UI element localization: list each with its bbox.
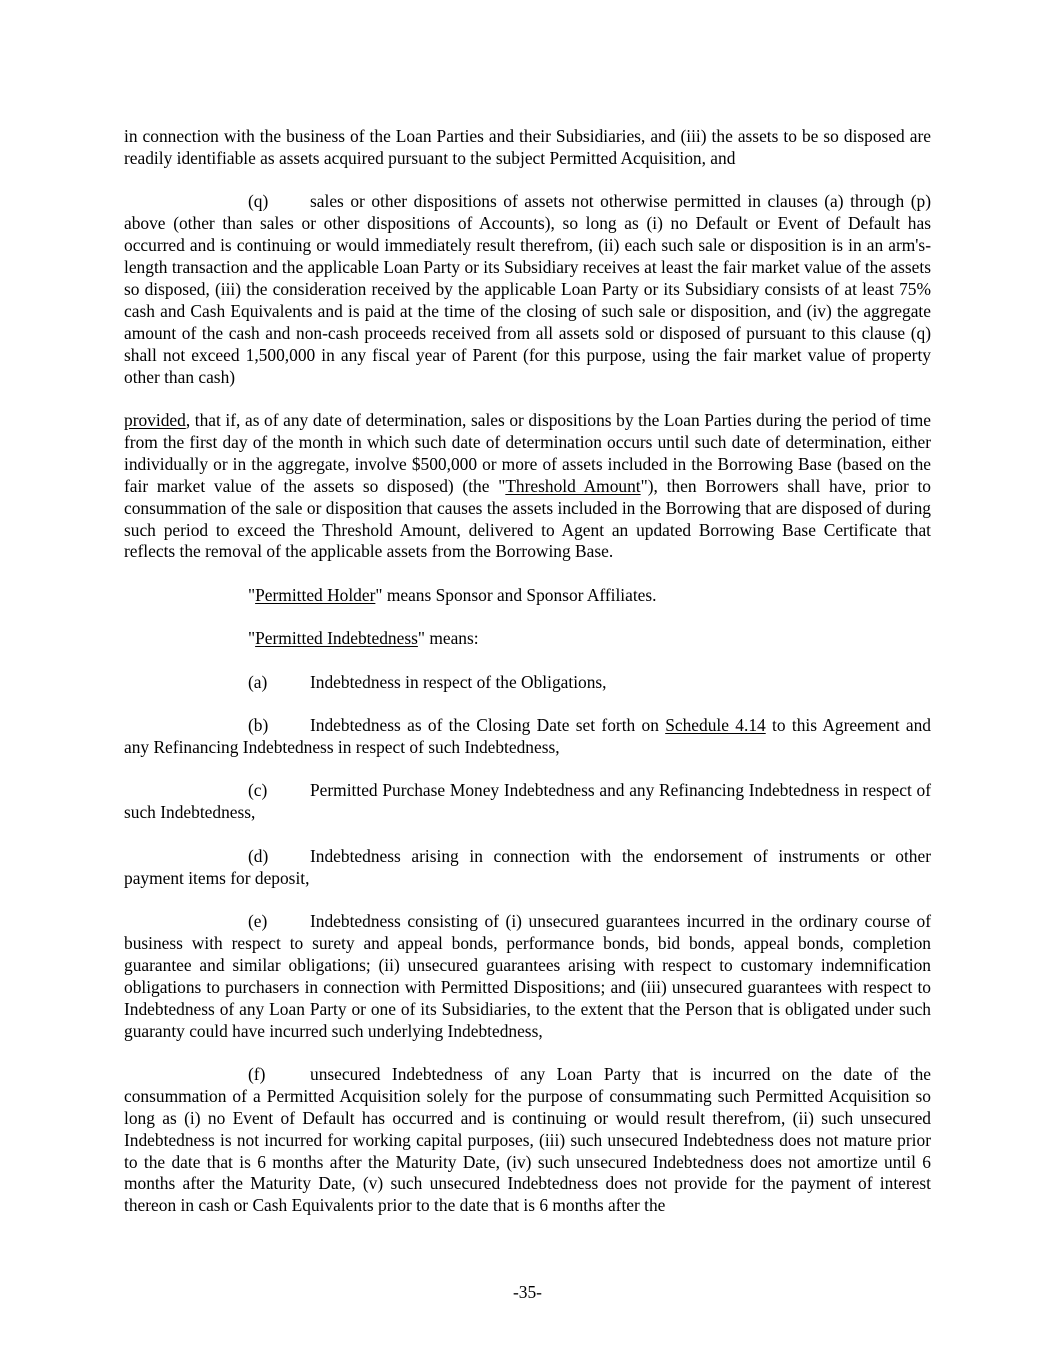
paragraph-continuation: in connection with the business of the Loan Parties and their Subsidiaries, and (iii) the assets to be so disposed are readily identifiable as assets acquired pursuant to the subject Permitted Acquisition, and [124, 126, 931, 168]
proviso-term: provided [124, 409, 186, 430]
proviso-paragraph [124, 410, 931, 563]
item-d [124, 846, 931, 890]
permitted-holder-term: Permitted Holder [255, 584, 376, 605]
item-f-text: unsecured Indebtedness of any Loan Party that is incurred on the date of the consummation of a Permitted Acquisition solely for the purpose of consummating such Permitted Acquisition so long as (i) no Event of Default has occurred and is continuing or would result therefrom, (ii) such unsecured Indebtedness is not incurred for working capital purposes, (iii) such unsecured Indebtedness does not mature prior to the date that is 6 months after the Maturity Date, (iv) such unsecured Indebtedness does not amortize until 6 months after the Maturity Date, (v) such unsecured Indebtedness does not provide for the payment of interest thereon in cash or Cash Equivalents prior to the date that is 6 months after the [124, 1063, 931, 1216]
item-d-text: Indebtedness arising in connection with the endorsement of instruments or other payment items for deposit, [124, 845, 931, 888]
page-number: -35- [513, 1282, 542, 1302]
item-b-text-2: to this Agreement and any Refinancing Indebtedness in respect of such Indebtedness, [124, 715, 931, 757]
permitted-holder-definition [124, 585, 931, 607]
item-e-label: (e) [248, 910, 268, 931]
permitted-indebtedness-term: Permitted Indebtedness [255, 628, 418, 649]
item-c-label: (c) [248, 780, 268, 801]
item-e-text: Indebtedness consisting of (i) unsecured guarantees incurred in the ordinary course of business with respect to surety and appeal bonds, performance bonds, bid bonds, appeal bonds, completion guarantee and similar obligations; (ii) unsecured guarantees arising with respect to customary indemnification obligations to purchasers in connection with Permitted Dispositions; and (iii) unsecured guarantees with respect to Indebtedness of any Loan Party or one of its Subsidiaries, to the extent that the Person that is obligated under such guaranty could have incurred such underlying Indebtedness, [124, 910, 931, 1041]
item-b [124, 715, 931, 759]
permitted-holder-text: " means Sponsor and Sponsor Affiliates. [375, 584, 657, 605]
item-a [124, 672, 931, 694]
clause-q [124, 191, 931, 388]
clause-q-text: sales or other dispositions of assets not otherwise permitted in clauses (a) through (p) above (other than sales or other dispositions of Accounts), so long as (i) no Default or Event of Default has occurred and is continuing or would immediately result therefrom, (ii) each such sale or disposition is in an arm's-length transaction and the applicable Loan Party or its Subsidiary receives at least the fair market value of the assets so disposed, (iii) the consideration received by the applicable Loan Party or its Subsidiary consists of at least 75% cash and Cash Equivalents and is paid at the time of the closing of such sale or disposition, and (iv) the aggregate amount of the cash and non-cash proceeds received from all assets sold or disposed of pursuant to this clause (q) shall not exceed 1,500,000 in any fiscal year of Parent (for this purpose, using the fair market value of property other than cash) [124, 191, 931, 387]
threshold-amount-term: Threshold Amount [505, 475, 641, 496]
item-d-label: (d) [248, 845, 269, 866]
item-a-label: (a) [248, 671, 268, 692]
item-c-text: Permitted Purchase Money Indebtedness and any Refinancing Indebtedness in respect of such Indebtedness, [124, 780, 931, 823]
item-b-text-1: Indebtedness as of the Closing Date set forth on [310, 715, 666, 736]
permitted-holder-open-quote: " [248, 584, 256, 605]
permitted-indebtedness-definition [124, 628, 931, 650]
item-e [124, 911, 931, 1042]
item-c [124, 780, 931, 824]
item-b-label: (b) [248, 715, 269, 736]
schedule-reference: Schedule 4.14 [665, 715, 766, 736]
item-a-text: Indebtedness in respect of the Obligations, [310, 671, 607, 692]
proviso-text-1: , that if, as of any date of determination, sales or dispositions by the Loan Parties during the period of time from the first day of the month in which such date of determination occurs until such date of determination, either individually or in the aggregate, involve $500,000 or more of assets included in the Borrowing Base (based on the fair market value of the assets so disposed) (the " [124, 409, 931, 496]
item-f-label: (f) [248, 1063, 266, 1084]
permitted-indebtedness-text: " means: [417, 628, 479, 649]
item-f [124, 1064, 931, 1217]
clause-q-label: (q) [248, 191, 269, 212]
proviso-text-2: "), then Borrowers shall have, prior to consummation of the sale or disposition that causes the assets included in the Borrowing that are disposed of during such period to exceed the Threshold Amount, delivered to Agent an updated Borrowing Base Certificate that reflects the removal of the applicable assets from the Borrowing Base. [124, 475, 932, 562]
permitted-indebtedness-open-quote: " [248, 628, 256, 649]
document-page [124, 126, 931, 1239]
